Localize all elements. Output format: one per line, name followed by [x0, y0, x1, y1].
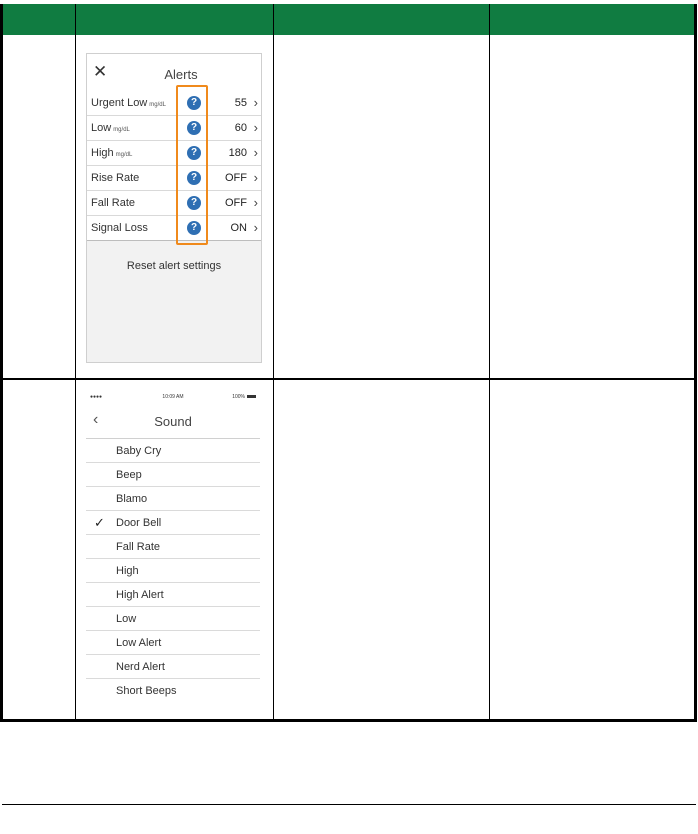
sound-screen [86, 392, 260, 706]
close-icon[interactable]: ✕ [93, 62, 108, 81]
sound-item-label: Beep [116, 469, 142, 481]
checkmark-icon: ✓ [94, 515, 105, 530]
chevron-right-icon: › [253, 145, 258, 160]
alert-label: Low mg/dL [91, 122, 130, 134]
sound-item-label: Baby Cry [116, 445, 162, 457]
help-icon[interactable]: ? [187, 196, 201, 210]
chevron-right-icon: › [253, 95, 258, 110]
sound-item-label: Low Alert [116, 637, 162, 649]
sound-item-label: Blamo [116, 493, 148, 505]
sound-item-baby-cry[interactable] [86, 439, 260, 463]
column-divider [489, 4, 490, 719]
alert-row-signal-loss[interactable] [87, 216, 261, 241]
sound-item-high[interactable] [86, 559, 260, 583]
signal-icon: ●●●● [90, 394, 103, 400]
sound-item-low-alert[interactable] [86, 631, 260, 655]
help-icon[interactable]: ? [187, 146, 201, 160]
alert-value: 55 [234, 97, 247, 109]
alert-row-fall-rate[interactable] [87, 191, 261, 216]
sound-header [86, 404, 260, 439]
table-header-row [3, 4, 694, 35]
sound-item-low[interactable] [86, 607, 260, 631]
alert-row-rise-rate[interactable] [87, 166, 261, 191]
chevron-right-icon: › [253, 170, 258, 185]
alerts-header [87, 54, 261, 92]
help-icon[interactable]: ? [187, 96, 201, 110]
alert-label: Urgent Low mg/dL [91, 97, 166, 109]
column-divider [75, 4, 76, 719]
sound-item-label: High [116, 565, 139, 577]
chevron-right-icon: › [253, 195, 258, 210]
alert-value: OFF [225, 197, 247, 209]
help-icon[interactable]: ? [187, 221, 201, 235]
help-icon[interactable]: ? [187, 171, 201, 185]
alert-row-high[interactable] [87, 141, 261, 166]
footer-rule [2, 804, 696, 805]
sound-item-label: Door Bell [116, 517, 162, 529]
alert-value: 60 [234, 122, 247, 134]
alert-label: Signal Loss [91, 222, 148, 234]
alert-value: ON [230, 222, 247, 234]
sound-item-short-beeps[interactable] [86, 679, 260, 703]
alerts-screen [86, 53, 262, 363]
sound-item-blamo[interactable] [86, 487, 260, 511]
alert-row-low[interactable] [87, 116, 261, 141]
sound-title: Sound [154, 414, 192, 429]
sound-item-beep[interactable] [86, 463, 260, 487]
sound-item-label: Nerd Alert [116, 661, 165, 673]
sound-item-nerd-alert[interactable] [86, 655, 260, 679]
chevron-right-icon: › [253, 120, 258, 135]
sound-item-high-alert[interactable] [86, 583, 260, 607]
row-divider [3, 378, 694, 380]
alert-row-urgent-low[interactable] [87, 91, 261, 116]
sound-item-label: High Alert [116, 589, 164, 601]
alert-label: High mg/dL [91, 147, 133, 159]
sound-item-label: Low [116, 613, 137, 625]
reset-alert-settings-button[interactable]: Reset alert settings [126, 260, 222, 272]
alert-label: Fall Rate [91, 197, 136, 209]
back-icon[interactable]: ‹ [93, 411, 99, 428]
help-icons-highlight [176, 85, 208, 245]
sound-item-label: Short Beeps [116, 685, 177, 697]
battery-status: 100% [232, 394, 256, 400]
alert-value: 180 [228, 147, 247, 159]
alerts-title: Alerts [164, 67, 198, 82]
help-icon[interactable]: ? [187, 121, 201, 135]
status-bar [86, 392, 260, 404]
alert-value: OFF [225, 172, 247, 184]
status-time: 10:09 AM [162, 394, 184, 400]
column-divider [273, 4, 274, 719]
sound-item-door-bell[interactable] [86, 511, 260, 535]
battery-icon [247, 395, 256, 398]
alert-label: Rise Rate [91, 172, 140, 184]
sound-item-label: Fall Rate [116, 541, 161, 553]
chevron-right-icon: › [253, 220, 258, 235]
sound-item-fall-rate[interactable] [86, 535, 260, 559]
